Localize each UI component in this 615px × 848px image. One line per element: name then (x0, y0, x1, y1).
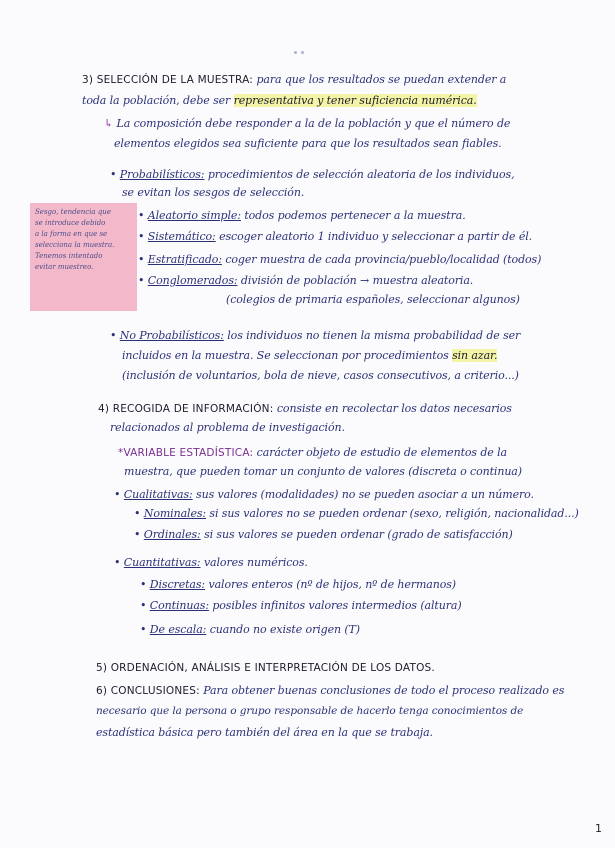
highlight-sin-azar: sin azar. (452, 349, 498, 362)
conglomerados-line-2: (colegios de primaria españoles, seleccionar algunos) (226, 293, 520, 306)
section-6-line-1: 6) CONCLUSIONES: Para obtener buenas conclusiones de todo el proceso realizado es (96, 684, 565, 697)
bullet-icon: • (138, 274, 145, 287)
arrow-icon: ↳ (104, 117, 114, 130)
section-6-title: 6) CONCLUSIONES: (96, 685, 200, 697)
cuantitativas-line: • Cuantitativas: valores numéricos. (114, 556, 308, 569)
bullet-icon: • (114, 488, 121, 501)
bullet-icon: • (138, 253, 145, 266)
section-3-note-1: ↳ La composición debe responder a la de la población y que el número de (104, 117, 511, 130)
probabilisticos-line-2: se evitan los sesgos de selección. (122, 186, 305, 199)
section-5-title: 5) ORDENACIÓN, ANÁLISIS E INTERPRETACIÓN DE LOS DATOS. (96, 662, 435, 674)
aleatorio-line: • Aleatorio simple: todos podemos pertenecer a la muestra. (138, 209, 466, 222)
bullet-icon: • (114, 556, 121, 569)
section-3-note-2: elementos elegidos sea suficiente para que los resultados sean fiables. (114, 137, 502, 150)
section-4-line-1: 4) RECOGIDA DE INFORMACIÓN: consiste en recolectar los datos necesarios (98, 402, 512, 415)
continuas-line: • Continuas: posibles infinitos valores intermedios (altura) (140, 599, 462, 612)
no-probabilisticos-line-3: (inclusión de voluntarios, bola de nieve, casos consecutivos, a criterio...) (122, 369, 519, 382)
nominales-line: • Nominales: si sus valores no se pueden ordenar (sexo, religión, nacionalidad...) (134, 507, 579, 520)
bullet-icon: • (134, 507, 141, 520)
conglomerados-line-1: • Conglomerados: división de población → muestra aleatoria. (138, 274, 474, 287)
section-6-line-3: estadística básica pero también del área en la que se trabaja. (96, 726, 433, 739)
no-probabilisticos-line-2: incluidos en la muestra. Se seleccionan por procedimientos sin azar. (122, 349, 498, 362)
highlight-representativa: representativa y tener suficiencia numérica. (233, 94, 477, 107)
bullet-icon: • (138, 230, 145, 243)
probabilisticos-label: Probabilísticos: (119, 168, 205, 181)
variable-line-2: muestra, que pueden tomar un conjunto de valores (discreta o continua) (124, 465, 522, 478)
page-number: 1 (595, 822, 602, 835)
section-3-line-2: toda la población, debe ser representativa y tener suficiencia numérica. (82, 94, 477, 107)
section-4-title: 4) RECOGIDA DE INFORMACIÓN: (98, 403, 274, 415)
de-escala-line: • De escala: cuando no existe origen (T) (140, 623, 360, 636)
ordinales-line: • Ordinales: si sus valores se pueden ordenar (grado de satisfacción) (134, 528, 513, 541)
discretas-line: • Discretas: valores enteros (nº de hijos, nº de hermanos) (140, 578, 456, 591)
sidenote-sticky: Sesgo, tendencia que se introduce debido a la forma en que se selecciona la muestra. Tenemos intentado evitar muestreo. (30, 203, 137, 311)
bullet-icon: • (140, 623, 147, 636)
estratificado-line: • Estratificado: coger muestra de cada provincia/pueblo/localidad (todos) (138, 253, 542, 266)
probabilisticos-line-1: • Probabilísticos: procedimientos de selección aleatoria de los individuos, (110, 168, 515, 181)
cualitativas-line: • Cualitativas: sus valores (modalidades) no se pueden asociar a un número. (114, 488, 534, 501)
sistematico-line: • Sistemático: escoger aleatorio 1 individuo y seleccionar a partir de él. (138, 230, 533, 243)
no-probabilisticos-line-1: • No Probabilísticos: los individuos no tienen la misma probabilidad de ser (110, 329, 521, 342)
variable-line-1: *VARIABLE ESTADÍSTICA: carácter objeto de estudio de elementos de la (118, 446, 507, 459)
bullet-icon: • (140, 599, 147, 612)
variable-label: *VARIABLE ESTADÍSTICA: (118, 447, 254, 459)
bullet-icon: • (110, 168, 117, 181)
bullet-icon: • (138, 209, 145, 222)
section-3-line-1: 3) SELECCIÓN DE LA MUESTRA: para que los resultados se puedan extender a (82, 73, 507, 86)
scan-dots (294, 50, 310, 56)
section-4-line-2: relacionados al problema de investigación. (110, 421, 345, 434)
section-3-title: 3) SELECCIÓN DE LA MUESTRA: (82, 74, 254, 86)
bullet-icon: • (134, 528, 141, 541)
bullet-icon: • (140, 578, 147, 591)
section-6-line-2: necesario que la persona o grupo responsable de hacerlo tenga conocimientos de (96, 705, 524, 717)
bullet-icon: • (110, 329, 117, 342)
